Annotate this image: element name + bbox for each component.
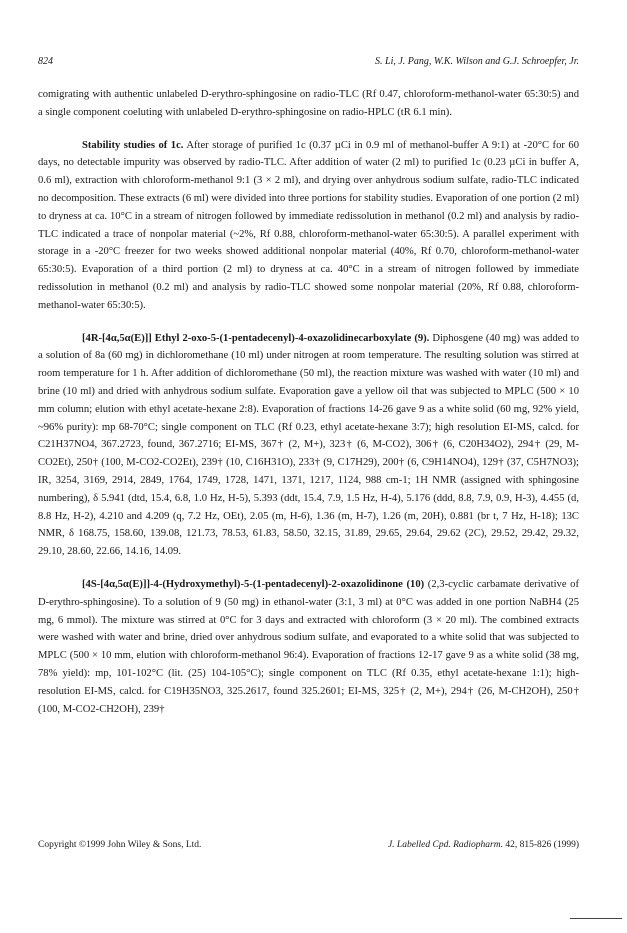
section-heading: [4S-[4α,5α(E)]]-4-(Hydroxymethyl)-5-(1-pentadecenyl)-2-oxazolidinone (10): [82, 578, 425, 590]
paragraph-stability-studies: [38, 137, 579, 315]
section-heading: Stability studies of 1c.: [82, 139, 184, 151]
running-header: [38, 56, 579, 70]
paragraph-text: (2,3-cyclic carbamate derivative of D-erythro-sphingosine). To a solution of 9 (50 mg) in ethanol-water (3:1, 3 ml) at 0°C was added in one portion NaBH4 (25 mg, 6 mmol). The mixture was stirred at 0°C for 3 days and extracted with chloroform (3 × 20 ml). The combined extracts were washed with water and brine, dried over anhydrous sodium sulfate, and evaporated to a white solid that was subjected to MPLC (500 × 10 mm, elution with chloroform-methanol 96:4). Evaporation of fractions 12-17 gave 9 as a white solid (38 mg, 78% yield): mp, 101-102°C (lit. (25) 104-105°C); single component on TLC (Rf 0.35, ethyl acetate-hexane 1:1); high-resolution EI-MS, calcd. for C19H35NO3, 325.2617, found 325.2601; EI-MS, 325† (2, M+), 294† (26, M-CH2OH), 250† (100, M-CO2-CH2OH), 239†: [38, 578, 579, 715]
paragraph-text: Diphosgene (40 mg) was added to a solution of 8a (60 mg) in dichloromethane (10 ml) under nitrogen at room temperature. The resulting solution was stirred at room temperature for 1 h. After addition of dichloromethane (50 ml), the reaction mixture was washed with water (10 ml) and brine (10 ml) and dried with anhydrous sodium sulfate. Evaporation gave a yellow oil that was subjected to MPLC (500 × 10 mm column; elution with ethyl acetate-hexane 2:8). Evaporation of fractions 14-26 gave 9 as a white solid (60 mg, 92% yield, ~96% purity): mp 68-70°C; single component on TLC (Rf 0.23, ethyl acetate-hexane 3:7); high resolution EI-MS, calcd. for C21H37NO4, 367.2723, found, 367.2716; EI-MS, 367† (2, M+), 323† (6, M-CO2), 306† (6, C20H34O2), 294† (29, M-CO2Et), 250† (100, M-CO2-CO2Et), 239† (10, C16H31O), 233† (9, C17H29), 200† (6, C9H14NO4), 129† (37, C5H7NO3); IR, 3254, 3169, 2914, 2849, 1764, 1749, 1728, 1471, 1371, 1217, 1124, 988 cm-1; 1H NMR (assigned with sphingosine numbering), δ 5.941 (dtd, 15.4, 6.8, 1.0 Hz, H-5), 5.393 (ddt, 15.4, 7.9, 1.5 Hz, H-4), 5.176 (ddd, 8.8, 7.9, 0.9, H-3), 4.455 (d, 8.8 Hz, H-2), 4.210 and 4.209 (q, 7.2 Hz, OEt), 2.05 (m, H-6), 1.36 (m, H-7), 1.26 (m, 20H), 0.881 (br t, 7 Hz, H-18); 13C NMR, δ 168.75, 158.60, 139.08, 121.73, 78.53, 61.83, 58.50, 32.15, 31.89, 29.65, 29.64, 29.62 (2C), 29.52, 29.42, 29.32, 29.10, 28.60, 22.66, 14.16, 14.09.: [38, 332, 579, 558]
journal-citation: [388, 840, 579, 850]
paragraph-sphingosine-tlc: [38, 86, 579, 122]
article-body: [38, 86, 579, 718]
corner-rule: [570, 918, 622, 919]
paragraph-compound-10: [38, 576, 579, 718]
section-heading: [4R-[4α,5α(E)]] Ethyl 2-oxo-5-(1-pentadecenyl)-4-oxazolidinecarboxylate (9).: [82, 332, 430, 344]
running-authors: S. Li, J. Pang, W.K. Wilson and G.J. Schroepfer, Jr.: [375, 56, 579, 67]
paragraph-text: comigrating with authentic unlabeled D-erythro-sphingosine on radio-TLC (Rf 0.47, chloroform-methanol-water 65:30:5) and a single component coeluting with unlabeled D-erythro-sphingosine on radio-HPLC (tR 6.1 min).: [38, 89, 579, 118]
paragraph-compound-9: [38, 330, 579, 561]
citation-volume-pages: 42, 815-826 (1999): [505, 840, 579, 850]
journal-name: J. Labelled Cpd. Radiopharm.: [387, 840, 503, 850]
paragraph-text: After storage of purified 1c (0.37 µCi in 0.9 ml of methanol-buffer A 9:1) at -20°C for 60 days, no detectable impurity was observed by radio-TLC. After addition of water (2 ml) to purified 1c (0.23 µCi in buffer A, 0.6 ml), extraction with chloroform-methanol 9:1 (3 × 2 ml), and drying over anhydrous sodium sulfate, radio-TLC indicated no decomposition. These extracts (6 ml) were divided into three portions for stability studies. Evaporation of one portion (2 ml) to dryness at ca. 10°C in a stream of nitrogen followed by immediate redissolution in methanol (0.2 ml) and analysis by radio-TLC indicated a trace of nonpolar material (~2%, Rf 0.88, chloroform-methanol-water 65:30:5). A parallel experiment with storage in a -20°C freezer for two weeks showed additional nonpolar material (40%, Rf 0.70, chloroform-methanol-water 65:30:5). Evaporation of a third portion (2 ml) to dryness at ca. 40°C in a stream of nitrogen followed by immediate redissolution in methanol (0.2 ml) and analysis by radio-TLC showed some nonpolar material (20%, Rf 0.88, chloroform-methanol-water 65:30:5).: [38, 139, 579, 311]
page-number: 824: [38, 56, 53, 67]
copyright-notice: Copyright ©1999 John Wiley & Sons, Ltd.: [38, 840, 202, 850]
